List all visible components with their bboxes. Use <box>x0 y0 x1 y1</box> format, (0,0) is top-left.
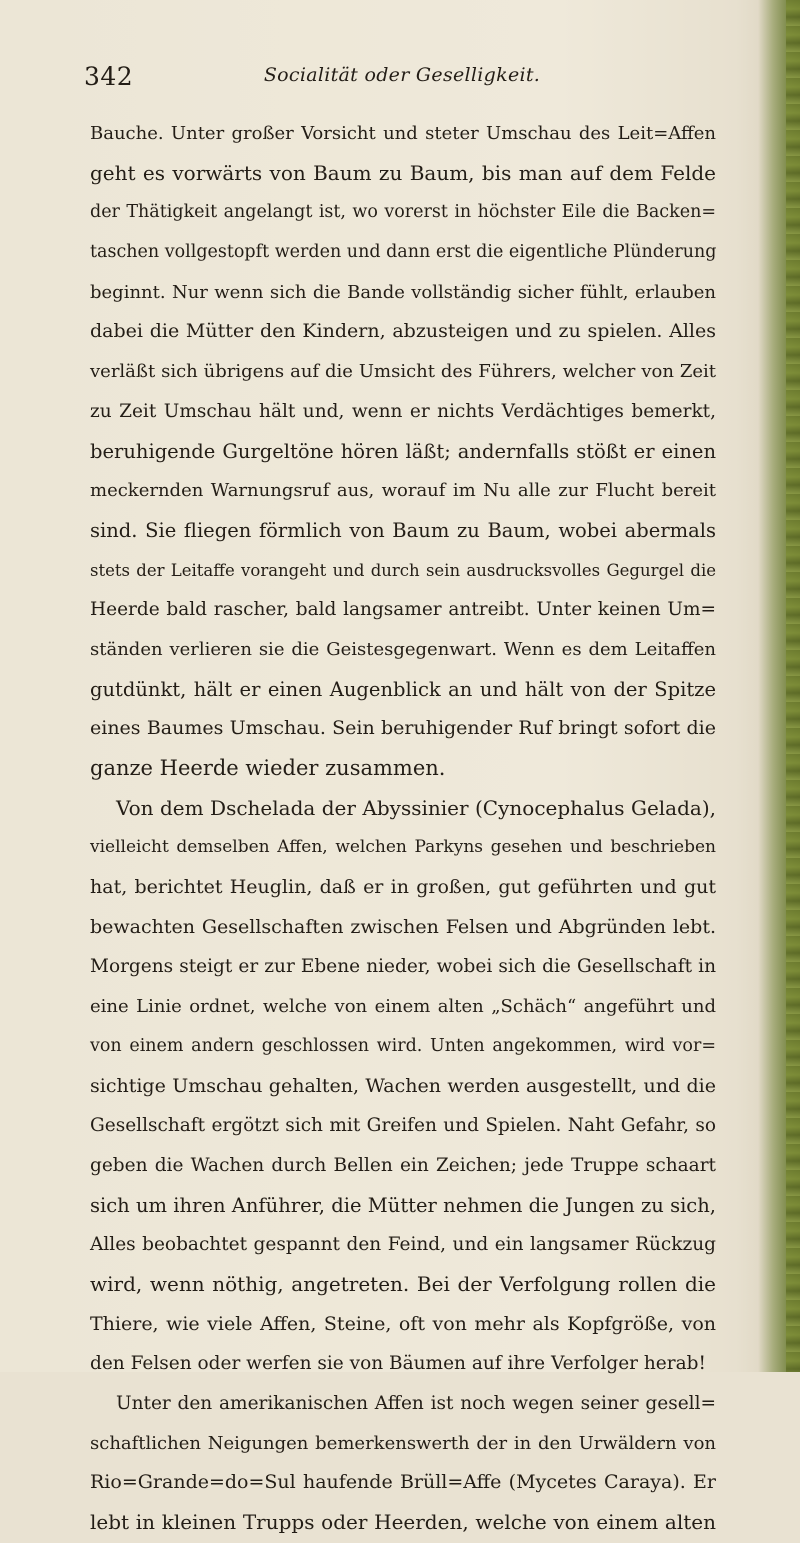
text-line: ganze Heerde wieder zusammen. <box>90 756 446 780</box>
paragraph <box>90 1384 716 1543</box>
text-line: stets der Leitaffe vorangeht und durch sein ausdrucksvolles Gegurgel die <box>90 560 716 580</box>
text-line: schaftlichen Neigungen bemerkenswerth der in den Urwäldern von <box>90 1432 716 1454</box>
text-line: sind. Sie fliegen förmlich von Baum zu Baum, wobei abermals <box>90 518 716 542</box>
text-line: bewachten Gesellschaften zwischen Felsen und Abgründen lebt. <box>90 915 716 938</box>
paragraph <box>90 789 716 1384</box>
page-header <box>84 62 720 96</box>
text-line: der Thätigkeit angelangt ist, wo vorerst in höchster Eile die Backen= <box>90 202 716 223</box>
text-line: lebt in kleinen Trupps oder Heerden, welche von einem alten <box>90 1510 716 1535</box>
text-line: Rio=Grande=do=Sul haufende Brüll=Affe (Mycetes Caraya). Er <box>90 1471 716 1494</box>
text-line: Thiere, wie viele Affen, Steine, oft von mehr als Kopfgröße, von <box>90 1312 716 1335</box>
text-line: geben die Wachen durch Bellen ein Zeichen; jede Truppe schaart <box>90 1154 716 1176</box>
text-line: Bauche. Unter großer Vorsicht und steter Umschau des Leit=Affen <box>90 123 716 144</box>
text-line: Morgens steigt er zur Ebene nieder, wobei sich die Gesellschaft in <box>90 956 716 978</box>
text-line: beruhigende Gurgeltöne hören läßt; andernfalls stößt er einen <box>90 439 716 463</box>
text-line: von einem andern geschlossen wird. Unten angekommen, wird vor= <box>90 1035 716 1056</box>
page-number: 342 <box>84 62 134 91</box>
body-text <box>90 114 716 1543</box>
text-line: eine Linie ordnet, welche von einem alten „Schäch“ angeführt und <box>90 996 716 1018</box>
text-line: beginnt. Nur wenn sich die Bande vollständig sicher fühlt, erlauben <box>90 281 716 303</box>
text-line: Gesellschaft ergötzt sich mit Greifen und Spielen. Naht Gefahr, so <box>90 1115 716 1137</box>
text-line: zu Zeit Umschau hält und, wenn er nichts Verdächtiges bemerkt, <box>90 400 716 422</box>
text-line: geht es vorwärts von Baum zu Baum, bis man auf dem Felde <box>90 160 716 185</box>
running-title: Socialität oder Geselligkeit. <box>263 64 541 86</box>
text-line: dabei die Mütter den Kindern, abzusteigen und zu spielen. Alles <box>90 320 716 343</box>
text-line: taschen vollgestopft werden und dann erst die eigentliche Plünderung <box>90 242 717 263</box>
text-line: meckernden Warnungsruf aus, worauf im Nu alle zur Flucht bereit <box>90 480 716 502</box>
text-line: Von dem Dschelada der Abyssinier (Cynocephalus Gelada), <box>116 795 716 820</box>
text-line: Heerde bald rascher, bald langsamer antreibt. Unter keinen Um= <box>90 599 716 621</box>
text-line: gutdünkt, hält er einen Augenblick an und hält von der Spitze <box>90 677 716 701</box>
text-line: Alles beobachtet gespannt den Feind, und ein langsamer Rückzug <box>90 1234 716 1256</box>
text-line: eines Baumes Umschau. Sein beruhigender Ruf bringt sofort die <box>90 717 716 740</box>
text-line: hat, berichtet Heuglin, daß er in großen, gut geführten und gut <box>90 876 716 899</box>
paragraph <box>90 114 716 789</box>
text-line: den Felsen oder werfen sie von Bäumen auf ihre Verfolger herab! <box>90 1353 706 1375</box>
text-line: verläßt sich übrigens auf die Umsicht des Führers, welcher von Zeit <box>90 361 716 383</box>
text-line: sichtige Umschau gehalten, Wachen werden ausgestellt, und die <box>90 1074 716 1097</box>
text-line: wird, wenn nöthig, angetreten. Bei der Verfolgung rollen die <box>90 1271 716 1296</box>
text-line: ständen verlieren sie die Geistesgegenwart. Wenn es dem Leitaffen <box>90 638 716 660</box>
text-line: Unter den amerikanischen Affen ist noch wegen seiner gesell= <box>116 1393 716 1414</box>
text-line: sich um ihren Anführer, die Mütter nehmen die Jungen zu sich, <box>90 1193 716 1217</box>
book-edge-strip <box>786 0 800 1372</box>
text-line: vielleicht demselben Affen, welchen Parkyns gesehen und beschrieben <box>90 837 716 858</box>
